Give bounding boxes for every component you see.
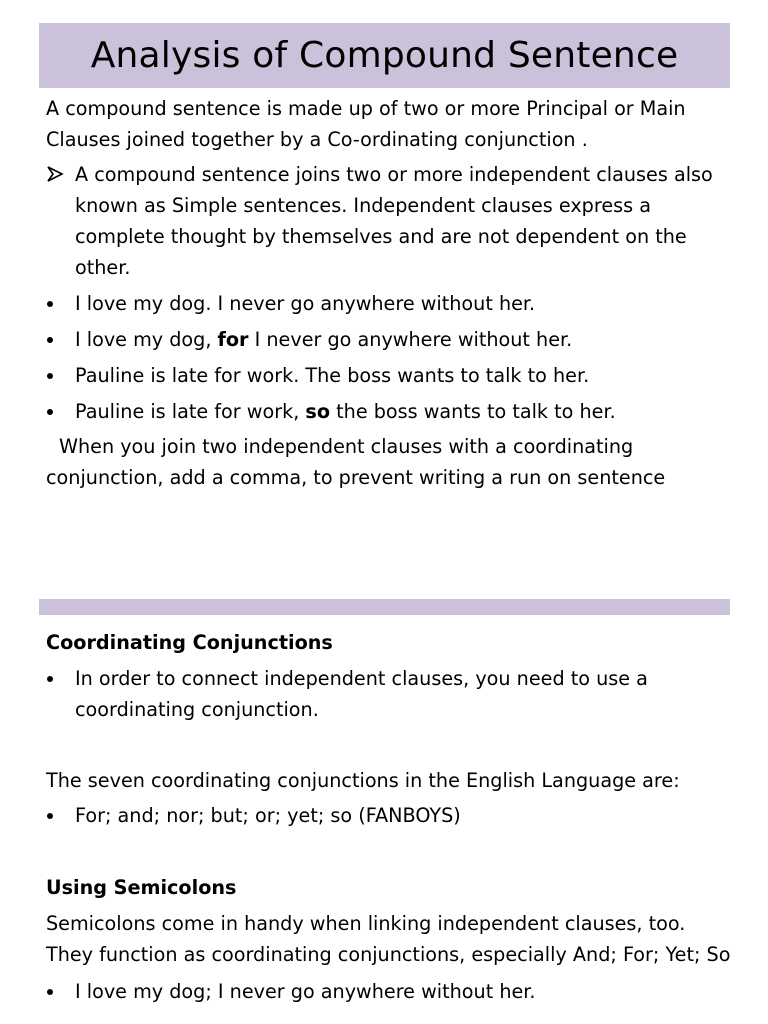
bullet-dot-icon xyxy=(47,409,53,415)
seven-intro: The seven coordinating conjunctions in the English Language are: xyxy=(46,769,680,792)
example-text: Pauline is late for work. The boss wants to talk to her. xyxy=(75,364,590,387)
example-text-before: Pauline is late for work, xyxy=(75,400,306,423)
intro-paragraph: A compound sentence is made up of two or more Principal or Main Clauses joined together by a Co-ordinating conjunction . xyxy=(46,97,686,151)
section-semicolons xyxy=(46,872,736,1007)
fanboys-text: For; and; nor; but; or; yet; so (FANBOYS) xyxy=(75,804,461,827)
title-band xyxy=(39,23,730,88)
example-text-after: the boss wants to talk to her. xyxy=(330,400,616,423)
arrow-item-text: A compound sentence joins two or more independent clauses also known as Simple sentences. Independent clauses express a complete thought by themselves and are not dependent on the other. xyxy=(75,163,713,279)
example-item xyxy=(46,396,736,427)
section-coordinating xyxy=(46,627,736,831)
example-item xyxy=(46,288,736,319)
bullet-dot-icon xyxy=(47,301,53,307)
bullet-dot-icon xyxy=(47,813,53,819)
example-item xyxy=(46,324,736,355)
bullet-dot-icon xyxy=(47,989,53,995)
list-item-text: I love my dog; I never go anywhere without her. xyxy=(75,980,536,1003)
list-item xyxy=(46,663,736,725)
bullet-dot-icon xyxy=(47,676,53,682)
list-item xyxy=(46,800,736,831)
conjunction-bold: for xyxy=(217,328,249,351)
bullet-dot-icon xyxy=(47,373,53,379)
section-heading: Coordinating Conjunctions xyxy=(46,631,333,654)
section-compound xyxy=(46,93,736,493)
bullet-dot-icon xyxy=(47,337,53,343)
semicolon-body: Semicolons come in handy when linking independent clauses, too. They function as coordinating conjunctions, especially And; For; Yet; So xyxy=(46,912,731,966)
example-text-before: I love my dog, xyxy=(75,328,218,351)
section-divider xyxy=(39,599,730,615)
list-item-text: In order to connect independent clauses, you need to use a coordinating conjunction. xyxy=(75,667,648,721)
page-title: Analysis of Compound Sentence xyxy=(90,34,679,76)
conjunction-bold: so xyxy=(305,400,331,423)
section-heading: Using Semicolons xyxy=(46,876,237,899)
arrow-list-item xyxy=(46,159,736,283)
example-text-after: I never go anywhere without her. xyxy=(248,328,573,351)
example-text: I love my dog. I never go anywhere without her. xyxy=(75,292,536,315)
list-item xyxy=(46,976,736,1007)
example-item xyxy=(46,360,736,391)
comma-note: When you join two independent clauses with a coordinating conjunction, add a comma, to prevent writing a run on sentence xyxy=(46,435,666,489)
